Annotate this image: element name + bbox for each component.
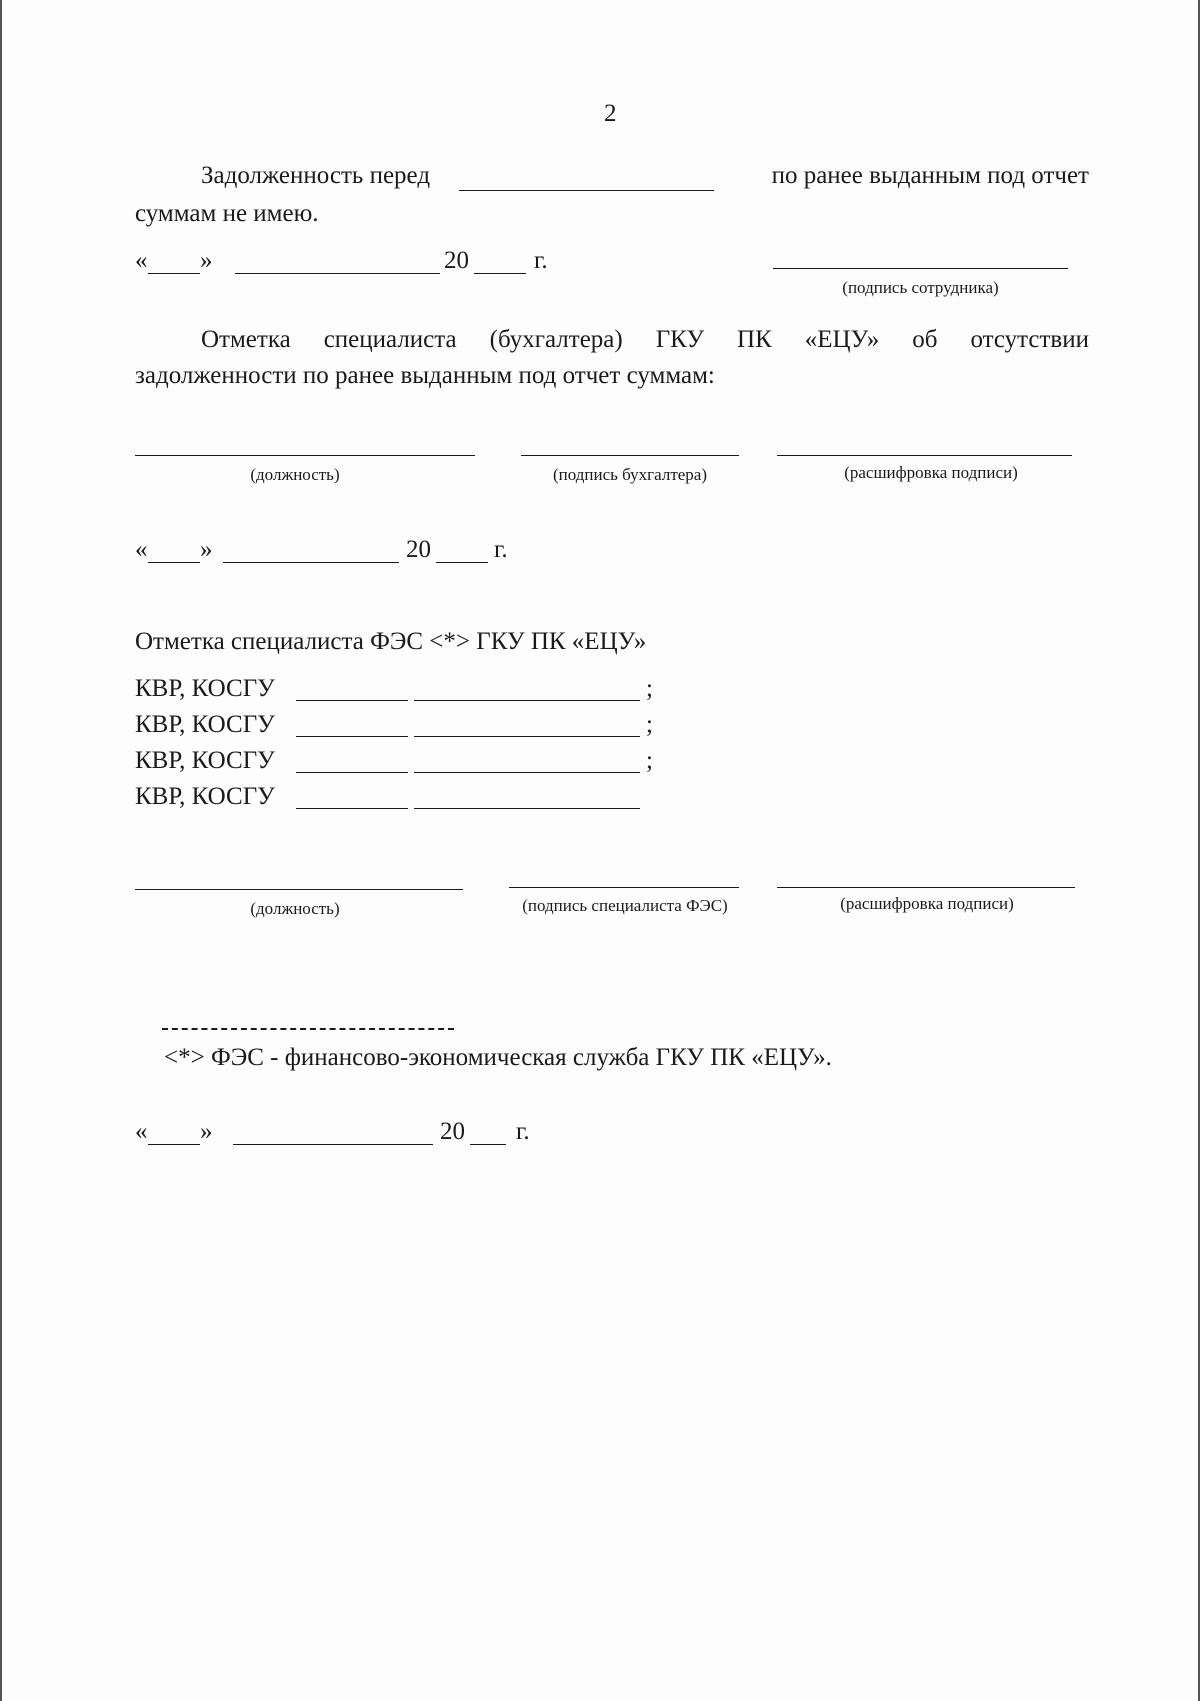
date1-year-prefix: 20 [444, 247, 469, 274]
date3-month-line [233, 1144, 433, 1145]
kvr-semicolon-1: ; [646, 675, 653, 702]
debt-text-suffix: по ранее выданным под отчет [771, 162, 1089, 189]
kosgu-blank-4 [414, 808, 640, 809]
fes-decode-caption: (расшифровка подписи) [840, 894, 1014, 913]
kvr-kosgu-label-3: КВР, КОСГУ [135, 747, 275, 774]
kvr-blank-4 [296, 808, 408, 809]
kosgu-blank-2 [414, 736, 640, 737]
accountant-word: ГКУ [655, 326, 705, 353]
date2-year-suffix: г. [494, 536, 508, 563]
accountant-mark-line2: задолженности по ранее выданным под отчет суммам: [135, 362, 715, 389]
date3-open-quote: « [135, 1118, 148, 1145]
date1-open-quote: « [135, 247, 148, 274]
employee-signature-line [773, 268, 1068, 269]
accountant-mark-line1 [201, 326, 1089, 354]
accountant-word: «ЕЦУ» [804, 326, 880, 353]
date1-close-quote: » [200, 247, 213, 274]
accountant-word: специалиста [323, 326, 457, 353]
date1-day-line [148, 273, 200, 274]
date2-year-line [436, 562, 488, 563]
date1-month-line [235, 273, 440, 274]
page-number: 2 [604, 100, 617, 127]
employee-signature-caption: (подпись сотрудника) [842, 278, 999, 297]
kvr-blank-3 [296, 772, 408, 773]
kvr-kosgu-label-1: КВР, КОСГУ [135, 675, 275, 702]
kvr-semicolon-2: ; [646, 711, 653, 738]
footnote-separator [162, 1028, 454, 1030]
kvr-blank-2 [296, 736, 408, 737]
fes-position-caption: (должность) [250, 899, 340, 918]
kosgu-blank-1 [414, 700, 640, 701]
date2-close-quote: » [200, 536, 213, 563]
date3-year-line [470, 1144, 506, 1145]
accountant-position-line [135, 455, 475, 456]
debt-text-line2: суммам не имею. [135, 200, 319, 227]
date2-month-line [223, 562, 399, 563]
fes-signature-caption: (подпись специалиста ФЭС) [522, 896, 728, 915]
date3-year-prefix: 20 [440, 1118, 465, 1145]
fes-position-line [135, 889, 463, 890]
accountant-word: (бухгалтера) [489, 326, 623, 353]
accountant-word: отсутствии [970, 326, 1089, 353]
date1-year-line [474, 273, 526, 274]
date2-day-line [148, 562, 200, 563]
creditor-blank-line [459, 190, 714, 191]
accountant-word: об [912, 326, 938, 353]
accountant-signature-caption: (подпись бухгалтера) [553, 465, 707, 484]
scan-edge-left [0, 0, 2, 1701]
footnote-text: <*> ФЭС - финансово-экономическая служба ГКУ ПК «ЕЦУ». [164, 1044, 832, 1071]
accountant-word: Отметка [201, 326, 291, 353]
date3-close-quote: » [200, 1118, 213, 1145]
accountant-signature-line [521, 455, 739, 456]
date3-year-suffix: г. [516, 1118, 530, 1145]
accountant-decode-caption: (расшифровка подписи) [844, 463, 1018, 482]
date1-year-suffix: г. [534, 247, 548, 274]
fes-decode-line [777, 887, 1075, 888]
kosgu-blank-3 [414, 772, 640, 773]
kvr-kosgu-label-2: КВР, КОСГУ [135, 711, 275, 738]
accountant-decode-line [777, 455, 1072, 456]
debt-text-prefix: Задолженность перед [201, 162, 431, 189]
fes-mark-heading: Отметка специалиста ФЭС <*> ГКУ ПК «ЕЦУ» [135, 628, 647, 655]
date2-year-prefix: 20 [406, 536, 431, 563]
fes-signature-line [509, 887, 739, 888]
accountant-word: ПК [737, 326, 772, 353]
kvr-blank-1 [296, 700, 408, 701]
accountant-position-caption: (должность) [250, 465, 340, 484]
date3-day-line [148, 1144, 200, 1145]
date2-open-quote: « [135, 536, 148, 563]
kvr-semicolon-3: ; [646, 747, 653, 774]
kvr-kosgu-label-4: КВР, КОСГУ [135, 783, 275, 810]
